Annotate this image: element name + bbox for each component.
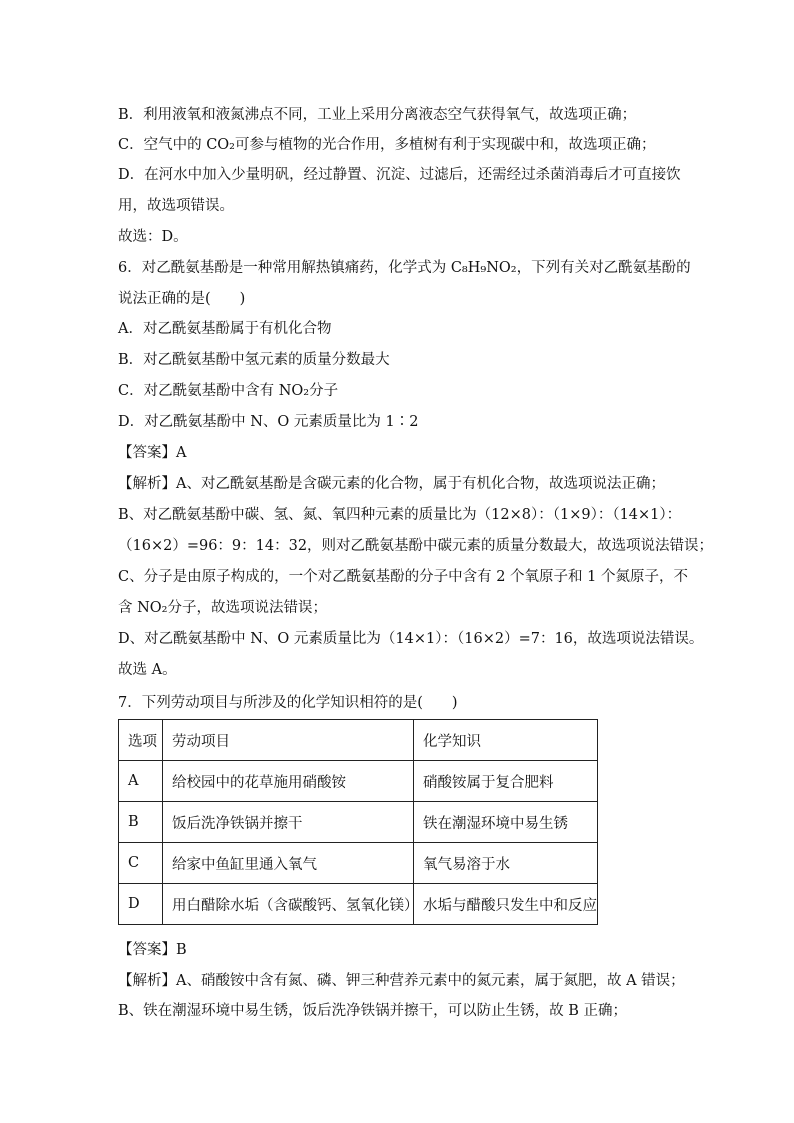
option-c: C．对乙酰氨基酚中含有 NO₂分子 (118, 383, 339, 399)
question-6-stem: 6．对乙酰氨基酚是一种常用解热镇痛药，化学式为 C₈H₉NO₂，下列有关对乙酰氨基酚的 (118, 260, 691, 276)
table-header-cell: 选项 (119, 720, 163, 761)
conclusion-line: 故选 A。 (118, 662, 177, 678)
analysis-line: 含 NO₂分子，故选项说法错误； (118, 600, 327, 616)
analysis-line: （16×2）=96：9：14：32，则对乙酰氨基酚中碳元素的质量分数最大，故选项说法错误； (118, 538, 714, 554)
table-cell: C (119, 843, 163, 884)
table-header-cell: 劳动项目 (163, 720, 414, 761)
answer-label: 【答案】B (118, 942, 187, 958)
option-d: D．对乙酰氨基酚中 N、O 元素质量比为 1∶2 (118, 414, 419, 430)
option-b: B．对乙酰氨基酚中氢元素的质量分数最大 (118, 352, 390, 368)
option-a: A．对乙酰氨基酚属于有机化合物 (118, 321, 332, 337)
table-cell: 硝酸铵属于复合肥料 (414, 761, 598, 802)
table-row (119, 802, 598, 843)
answer-label: 【答案】A (118, 445, 187, 461)
table-header-cell: 化学知识 (414, 720, 598, 761)
table-cell: 铁在潮湿环境中易生锈 (414, 802, 598, 843)
table-cell: B (119, 802, 163, 843)
analysis-line: 【解析】A、硝酸铵中含有氮、磷、钾三种营养元素中的氮元素，属于氮肥，故 A 错误； (118, 973, 685, 989)
table-cell: 用白醋除水垢（含碳酸钙、氢氧化镁） (163, 884, 414, 925)
text-line: C．空气中的 CO₂可参与植物的光合作用，多植树有利于实现碳中和，故选项正确； (118, 137, 656, 153)
table-cell: 给校园中的花草施用硝酸铵 (163, 761, 414, 802)
table-cell: 氧气易溶于水 (414, 843, 598, 884)
text-line: 用，故选项错误。 (118, 198, 234, 214)
table-cell: D (119, 884, 163, 925)
analysis-line: D、对乙酰氨基酚中 N、O 元素质量比为（14×1）：（16×2）=7：16，故选项说法错误。 (118, 631, 704, 647)
analysis-line: 【解析】A、对乙酰氨基酚是含碳元素的化合物，属于有机化合物，故选项说法正确； (118, 476, 665, 492)
table-cell: 水垢与醋酸只发生中和反应 (414, 884, 598, 925)
table-header-row (119, 720, 598, 761)
analysis-line: C、分子是由原子构成的，一个对乙酰氨基酚的分子中含有 2 个氧原子和 1 个氮原子，不 (118, 569, 688, 585)
text-line: D．在河水中加入少量明矾，经过静置、沉淀、过滤后，还需经过杀菌消毒后才可直接饮 (118, 167, 681, 183)
text-line: B．利用液氧和液氮沸点不同，工业上采用分离液态空气获得氧气，故选项正确； (118, 107, 637, 123)
table-row (119, 761, 598, 802)
text-line: 故选：D。 (118, 229, 188, 245)
table-cell: 给家中鱼缸里通入氧气 (163, 843, 414, 884)
table-row (119, 843, 598, 884)
table-cell: 饭后洗净铁锅并擦干 (163, 802, 414, 843)
analysis-line: B、对乙酰氨基酚中碳、氢、氮、氧四种元素的质量比为（12×8）：（1×9）：（14×1）： (118, 507, 682, 523)
options-table (118, 719, 598, 925)
analysis-line: B、铁在潮湿环境中易生锈，饭后洗净铁锅并擦干，可以防止生锈，故 B 正确； (118, 1003, 628, 1019)
question-6-stem-cont: 说法正确的是( ) (118, 291, 246, 307)
question-7-stem: 7．下列劳动项目与所涉及的化学知识相符的是( ) (118, 695, 458, 711)
table-cell: A (119, 761, 163, 802)
table-row (119, 884, 598, 925)
